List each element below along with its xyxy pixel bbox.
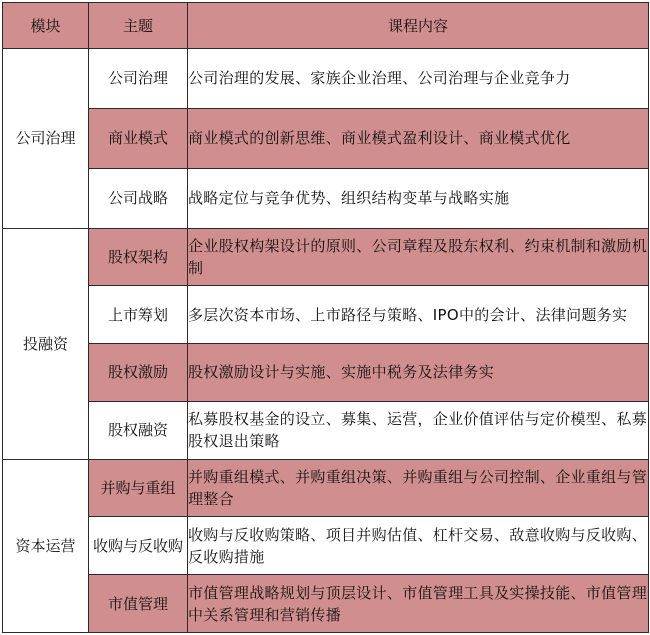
table-row	[3, 344, 649, 402]
topic-cell: 公司战略	[89, 168, 188, 228]
table-row	[3, 108, 649, 168]
topic-cell: 股权激励	[89, 344, 188, 402]
table-row	[3, 286, 649, 344]
table-row	[3, 49, 649, 109]
content-cell: 商业模式的创新思维、商业模式盈利设计、商业模式优化	[188, 108, 649, 168]
table-row	[3, 168, 649, 228]
topic-cell: 市值管理	[89, 575, 188, 633]
module-cell: 公司治理	[3, 49, 89, 229]
module-cell: 投融资	[3, 228, 89, 459]
topic-cell: 公司治理	[89, 49, 188, 109]
topic-cell: 商业模式	[89, 108, 188, 168]
module-cell: 资本运营	[3, 459, 89, 632]
table-row	[3, 401, 649, 459]
content-cell: 收购与反收购策略、项目并购估值、杠杆交易、敌意收购与反收购、反收购措施	[188, 517, 649, 575]
topic-cell: 并购与重组	[89, 459, 188, 517]
content-cell: 私募股权基金的设立、募集、运营，企业价值评估与定价模型、私募股权退出策略	[188, 401, 649, 459]
content-cell: 公司治理的发展、家族企业治理、公司治理与企业竞争力	[188, 49, 649, 109]
table-row	[3, 575, 649, 633]
topic-cell: 股权架构	[89, 228, 188, 286]
content-cell: 企业股权构架设计的原则、公司章程及股东权利、约束机制和激励机制	[188, 228, 649, 286]
table-row	[3, 459, 649, 517]
curriculum-table	[2, 2, 649, 633]
content-cell: 战略定位与竞争优势、组织结构变革与战略实施	[188, 168, 649, 228]
content-cell: 并购重组模式、并购重组决策、并购重组与公司控制、企业重组与管理整合	[188, 459, 649, 517]
table-row	[3, 228, 649, 286]
header-topic: 主题	[89, 3, 188, 49]
topic-cell: 上市筹划	[89, 286, 188, 344]
header-module: 模块	[3, 3, 89, 49]
header-content: 课程内容	[188, 3, 649, 49]
header-row	[3, 3, 649, 49]
topic-cell: 收购与反收购	[89, 517, 188, 575]
content-cell: 市值管理战略规划与顶层设计、市值管理工具及实操技能、市值管理中关系管理和营销传播	[188, 575, 649, 633]
topic-cell: 股权融资	[89, 401, 188, 459]
content-cell: 多层次资本市场、上市路径与策略、IPO中的会计、法律问题务实	[188, 286, 649, 344]
table-row	[3, 517, 649, 575]
content-cell: 股权激励设计与实施、实施中税务及法律务实	[188, 344, 649, 402]
